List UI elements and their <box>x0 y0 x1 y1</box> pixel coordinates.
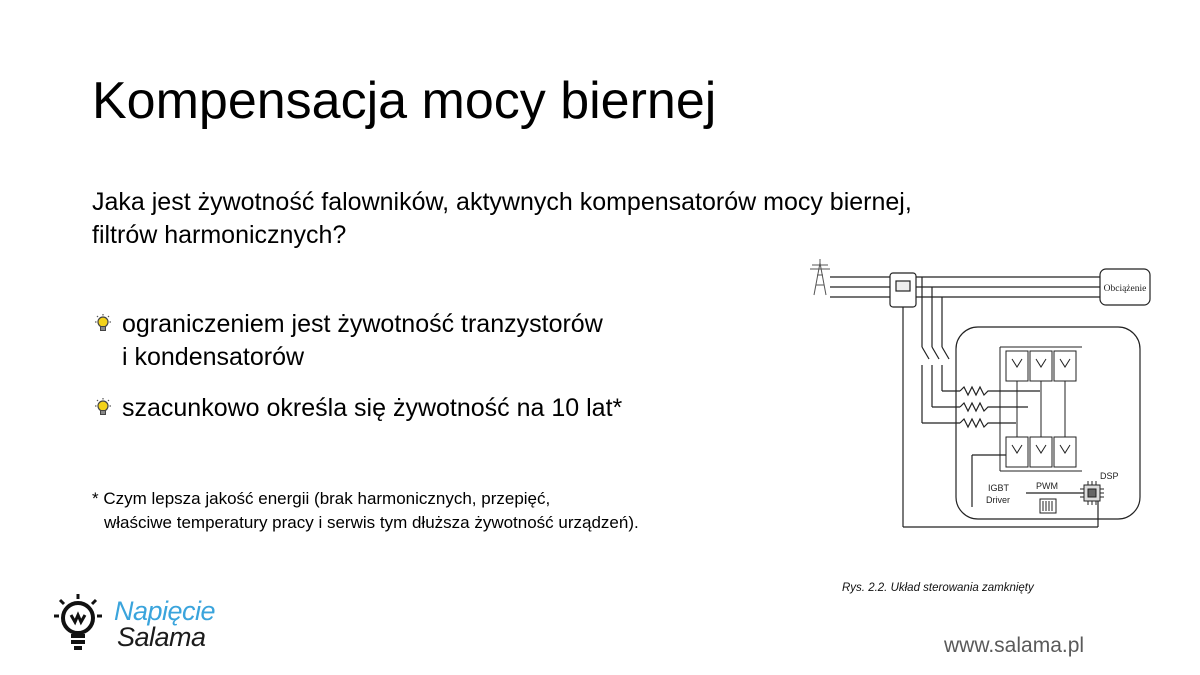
driver-label: Driver <box>986 495 1010 505</box>
chip-icon <box>1080 481 1104 505</box>
website-url: www.salama.pl <box>944 634 1085 657</box>
footnote-line: właściwe temperatury pracy i serwis tym dłuższa żywotność urządzeń). <box>104 513 639 532</box>
slide-title: Kompensacja mocy biernej <box>92 72 717 130</box>
bullet-item <box>92 308 622 374</box>
lightbulb-icon <box>92 397 114 419</box>
load-label: Obciążenie <box>1103 284 1147 294</box>
pwm-label: PWM <box>1036 481 1058 491</box>
footnote <box>92 487 639 535</box>
logo-text-line1: Napięcie <box>114 596 216 626</box>
logo <box>48 592 238 662</box>
question-text <box>92 186 1102 252</box>
bullet-item <box>92 392 622 425</box>
circuit-diagram <box>800 255 1160 535</box>
footnote-line: * Czym lepsza jakość energii (brak harmonicznych, przepięć, <box>92 489 551 508</box>
question-line: filtrów harmonicznych? <box>92 221 347 249</box>
power-tower-icon <box>810 259 830 295</box>
question-line: Jaka jest żywotność falowników, aktywnych kompensatorów mocy biernej, <box>92 188 912 216</box>
bullet-line: i kondensatorów <box>122 343 305 371</box>
figure-caption: Rys. 2.2. Układ sterowania zamknięty <box>842 582 1034 594</box>
logo-text-line2: Salama <box>117 622 206 652</box>
igbt-bridge <box>1000 347 1082 471</box>
board-icon <box>1040 499 1056 513</box>
driver-label: IGBT <box>988 483 1010 493</box>
switch-taps <box>922 277 960 423</box>
lightbulb-logo-icon <box>48 592 112 662</box>
lightbulb-icon <box>92 313 114 335</box>
bullet-line: ograniczeniem jest żywotność tranzystorów <box>122 310 603 338</box>
bullet-list <box>92 308 622 443</box>
dsp-label: DSP <box>1100 471 1119 481</box>
bullet-line: szacunkowo określa się żywotność na 10 lat* <box>122 394 623 422</box>
meter-icon <box>890 273 916 307</box>
